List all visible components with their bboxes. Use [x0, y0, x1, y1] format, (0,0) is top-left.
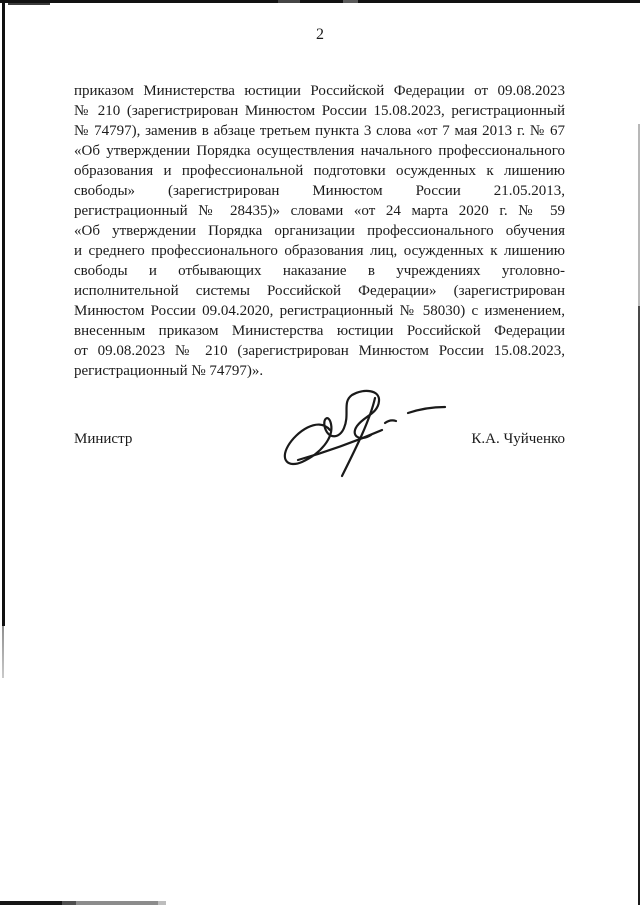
page-number: 2: [316, 26, 324, 43]
body-line: регистрационный № 74797)».: [74, 363, 264, 379]
body-line: № 74797), заменив в абзаце третьем пункта 3 слова «от 7 мая 2013 г. № 67: [74, 123, 565, 139]
document-body: [74, 81, 565, 381]
signatory-title: Министр: [74, 431, 133, 447]
body-line: «Об утверждении Порядка организации профессионального обучения: [74, 223, 565, 239]
body-line: № 210 (зарегистрирован Минюстом России 15.08.2023, регистрационный: [74, 103, 565, 119]
body-line: Минюстом России 09.04.2020, регистрационный № 58030) с изменением,: [74, 303, 565, 319]
scan-artifact-left-edge-fade: [2, 626, 4, 678]
signature-stroke: [385, 420, 396, 423]
scan-artifact-left-edge: [2, 0, 5, 626]
scan-artifact-top-edge: [0, 0, 640, 3]
scan-artifact-bottom-edge: [0, 901, 166, 905]
body-line: и среднего профессионального образования лиц, осужденных к лишению: [74, 243, 565, 259]
signature-stroke: [408, 407, 445, 413]
body-line: от 09.08.2023 № 210 (зарегистрирован Минюстом России 15.08.2023,: [74, 343, 565, 359]
body-line: свободы и отбывающих наказание в учреждениях уголовно-: [74, 263, 565, 279]
scan-artifact-top-stub: [8, 3, 50, 5]
body-line: образования и профессиональной подготовки осужденных к лишению: [74, 163, 565, 179]
body-line: приказом Министерства юстиции Российской Федерации от 09.08.2023: [74, 83, 565, 99]
signatory-name: К.А. Чуйченко: [471, 431, 565, 447]
body-line: свободы» (зарегистрирован Минюстом России 21.05.2013,: [74, 183, 565, 199]
body-line: регистрационный № 28435)» словами «от 24 марта 2020 г. № 59: [74, 203, 565, 219]
signature-icon: [278, 386, 458, 481]
body-line: «Об утверждении Порядка осуществления начального профессионального: [74, 143, 565, 159]
body-line: исполнительной системы Российской Федерации» (зарегистрирован: [74, 283, 565, 299]
body-line: внесенным приказом Министерства юстиции Российской Федерации: [74, 323, 565, 339]
